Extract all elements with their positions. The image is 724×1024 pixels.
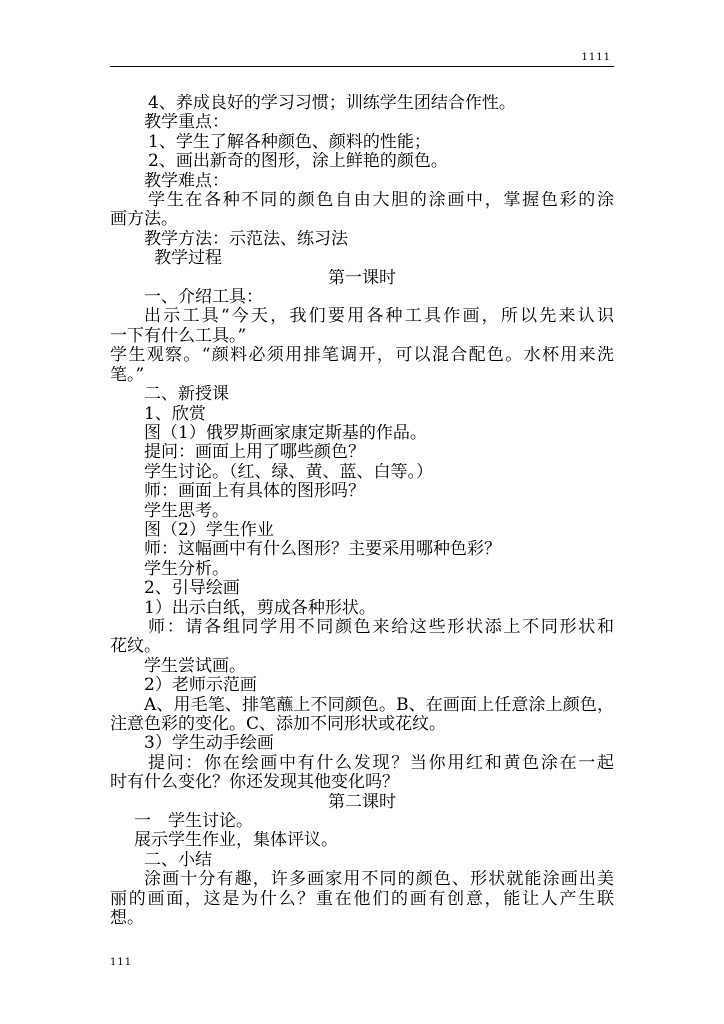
text-line: 师：请各组同学用不同颜色来给这些形状添上不同形状和 (148, 617, 614, 637)
page-header-number: 1111 (581, 52, 611, 63)
text-line: 1、欣赏 (144, 404, 206, 424)
text-line: 2）老师示范画 (144, 676, 257, 696)
text-line: 时有什么变化？你还发现其他变化吗？ (110, 773, 399, 793)
text-line: 涂画十分有趣，许多画家用不同的颜色、形状就能涂画出美 (144, 870, 614, 890)
text-line: 图（1）俄罗斯画家康定斯基的作品。 (144, 423, 427, 443)
text-line: 提问：画面上用了哪些颜色？ (144, 443, 365, 463)
text-line: 笔。” (110, 365, 145, 385)
lesson-title: 第二课时 (328, 792, 396, 812)
text-line: 3）学生动手绘画 (144, 734, 274, 754)
text-line: 1）出示白纸，剪成各种形状。 (144, 598, 376, 618)
text-line: 4、养成良好的学习习惯；训练学生团结合作性。 (148, 94, 516, 113)
section-heading: 二、小结 (144, 850, 212, 870)
page-footer-number: 111 (110, 957, 133, 968)
text-line: 想。 (110, 909, 144, 929)
text-line: 2、引导绘画 (144, 579, 240, 599)
text-line: 一下有什么工具。” (110, 326, 247, 346)
header-divider (110, 66, 614, 67)
section-heading: 教学难点： (144, 171, 229, 191)
text-line: 学生分析。 (144, 559, 229, 579)
text-line: 学生思考。 (144, 501, 229, 521)
section-heading: 教学过程 (154, 249, 222, 269)
section-heading: 教学重点： (144, 113, 229, 133)
text-line: 展示学生作业，集体评议。 (134, 831, 338, 851)
text-line: 花纹。 (110, 637, 161, 657)
text-line: 一 学生讨论。 (134, 812, 253, 832)
text-line: 画方法。 (110, 210, 178, 230)
text-line: 提问：你在绘画中有什么发现？当你用红和黄色涂在一起 (148, 753, 614, 773)
text-line: 2、画出新奇的图形，涂上鲜艳的颜色。 (148, 152, 448, 172)
text-line: 师：这幅画中有什么图形？主要采用哪种色彩？ (144, 540, 501, 560)
text-line: 师：画面上有具体的图形吗？ (144, 482, 365, 502)
text-line: 学生在各种不同的颜色自由大胆的涂画中，掌握色彩的涂 (148, 191, 614, 211)
text-line: 学生尝试画。 (144, 656, 246, 676)
text-line: 丽的画面，这是为什么？重在他们的画有创意，能让人产生联 (110, 889, 614, 909)
text-line: 图（2）学生作业 (144, 520, 274, 540)
text-line: 学生观察。“颜料必须用排笔调开，可以混合配色。水杯用来洗 (110, 346, 614, 366)
text-line: 学生讨论。（红、绿、黄、蓝、白等。） (144, 462, 433, 482)
lesson-title: 第一课时 (328, 268, 396, 288)
section-heading: 二、新授课 (144, 385, 229, 405)
text-line: 教学方法：示范法、练习法 (144, 229, 348, 249)
section-heading: 一、介绍工具： (144, 288, 263, 308)
text-line: 1、学生了解各种颜色、颜料的性能； (148, 132, 431, 152)
text-line: 注意色彩的变化。C、添加不同形状或花纹。 (110, 715, 447, 734)
text-line: A、用毛笔、排笔蘸上不同颜色。B、在画面上任意涂上颜色， (144, 695, 614, 715)
text-line: 出示工具“今天，我们要用各种工具作画，所以先来认识 (144, 307, 614, 327)
document-body (110, 94, 614, 928)
